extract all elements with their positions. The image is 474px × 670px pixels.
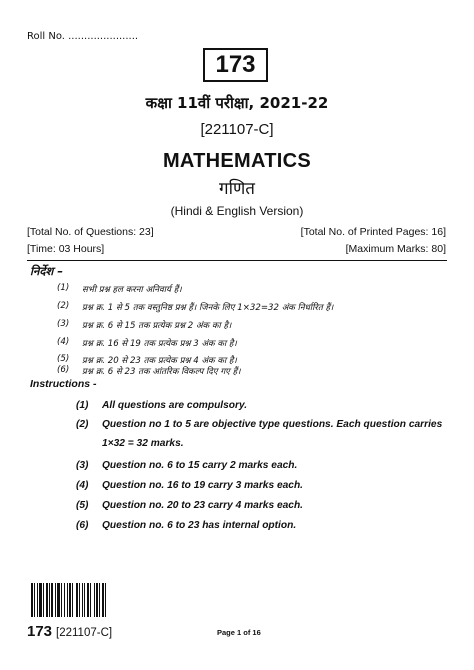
- language-version: (Hindi & English Version): [170, 204, 304, 218]
- time-allowed: [Time: 03 Hours]: [27, 243, 105, 255]
- item-text: Question no. 6 to 23 has internal option.: [102, 520, 297, 531]
- maximum-marks: [Maximum Marks: 80]: [345, 243, 446, 255]
- item-number: (5): [57, 354, 70, 364]
- hindi-instructions-heading: निर्देश –: [30, 264, 64, 278]
- exam-title: कक्षा 11वीं परीक्षा, 2021-22: [145, 94, 329, 112]
- item-text: प्रश्न क्र. 1 से 5 तक वस्तुनिष्ठ प्रश्न हैं। जिनके लिए 1×32=32 अंक निर्धारित हैं।: [82, 303, 334, 313]
- item-text: सभी प्रश्न हल करना अनिवार्य हैं।: [82, 285, 182, 295]
- item-text: All questions are compulsory.: [102, 400, 248, 411]
- item-number: (5): [76, 500, 89, 511]
- item-number: (4): [76, 480, 89, 491]
- item-text: Question no 1 to 5 are objective type questions. Each question carries: [102, 419, 443, 430]
- item-number: (3): [76, 460, 89, 471]
- paper-code-box: 173: [203, 48, 268, 82]
- item-text: प्रश्न क्र. 6 से 15 तक प्रत्येक प्रश्न 2 अंक का है।: [82, 321, 232, 331]
- item-number: (6): [57, 365, 70, 375]
- item-number: (6): [76, 520, 89, 531]
- footer-paper-id: [221107-C]: [56, 627, 113, 639]
- item-text: प्रश्न क्र. 16 से 19 तक प्रत्येक प्रश्न 3 अंक का है।: [82, 339, 237, 349]
- footer-paper-code: 173: [27, 623, 53, 640]
- item-text: प्रश्न क्र. 6 से 23 तक आंतरिक विकल्प दिए गए हैं।: [82, 367, 241, 377]
- page-number: Page 1 of 16: [217, 628, 261, 637]
- item-number: (1): [76, 400, 89, 411]
- subject-english: MATHEMATICS: [162, 150, 312, 172]
- header-divider: [27, 260, 447, 261]
- item-text: Question no. 16 to 19 carry 3 marks each.: [102, 480, 304, 491]
- paper-id: [221107-C]: [200, 121, 274, 138]
- item-text: Question no. 6 to 15 carry 2 marks each.: [102, 460, 298, 471]
- printed-pages: [Total No. of Printed Pages: 16]: [300, 226, 446, 238]
- footer-code-line: [27, 623, 112, 641]
- barcode: [31, 583, 133, 617]
- english-instructions-heading: Instructions -: [30, 378, 97, 390]
- roll-number-field: Roll No. ......................: [27, 31, 139, 42]
- item-text-continued: 1×32 = 32 marks.: [102, 438, 184, 449]
- item-text: Question no. 20 to 23 carry 4 marks each.: [102, 500, 304, 511]
- item-number: (3): [57, 319, 70, 329]
- item-number: (2): [76, 419, 89, 430]
- item-number: (4): [57, 337, 70, 347]
- item-text: प्रश्न क्र. 20 से 23 तक प्रत्येक प्रश्न 4 अंक का है।: [82, 356, 237, 366]
- item-number: (2): [57, 301, 70, 311]
- item-number: (1): [57, 283, 70, 293]
- total-questions: [Total No. of Questions: 23]: [27, 226, 154, 238]
- subject-hindi: गणित: [219, 179, 255, 199]
